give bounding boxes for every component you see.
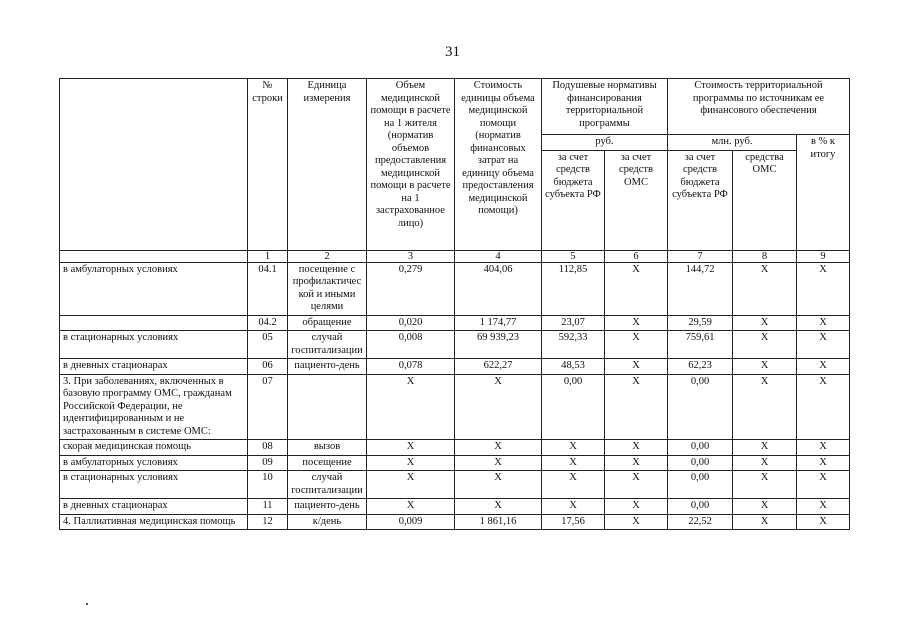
table-row [60, 440, 850, 456]
row-volume: Х [367, 374, 455, 440]
row-cost-oms: Х [733, 315, 797, 331]
row-percent: Х [797, 499, 850, 515]
row-cost-budget-rf: 0,00 [668, 499, 733, 515]
header-cost-group: Стоимость территориальной программы по источникам ее финансового обеспечения [668, 79, 850, 135]
row-cost-budget-rf: 62,23 [668, 359, 733, 375]
row-cost-oms: Х [733, 331, 797, 359]
index-cell: 7 [668, 250, 733, 262]
row-unit-cost: Х [455, 440, 542, 456]
row-cost-oms: Х [733, 359, 797, 375]
row-percent: Х [797, 514, 850, 530]
row-number: 11 [248, 499, 288, 515]
row-percent: Х [797, 455, 850, 471]
row-volume: Х [367, 455, 455, 471]
table-row [60, 359, 850, 375]
row-oms: Х [605, 440, 668, 456]
row-budget-rf: Х [542, 499, 605, 515]
header-per-capita-group: Подушевые нормативы финансирования территориальной программы [542, 79, 668, 135]
row-budget-rf: 17,56 [542, 514, 605, 530]
row-unit: посещение с профилактичес кой и иными целями [288, 262, 367, 315]
row-cost-oms: Х [733, 471, 797, 499]
row-number: 09 [248, 455, 288, 471]
table-row [60, 455, 850, 471]
row-oms: Х [605, 359, 668, 375]
row-percent: Х [797, 359, 850, 375]
index-cell: 9 [797, 250, 850, 262]
row-budget-rf: Х [542, 471, 605, 499]
row-unit: пациенто-день [288, 359, 367, 375]
row-oms: Х [605, 471, 668, 499]
row-volume: 0,009 [367, 514, 455, 530]
row-percent: Х [797, 374, 850, 440]
row-unit-cost: Х [455, 455, 542, 471]
index-cell: 6 [605, 250, 668, 262]
table-row [60, 315, 850, 331]
page-number: 31 [445, 44, 460, 60]
row-unit-cost: 404,06 [455, 262, 542, 315]
row-budget-rf: 0,00 [542, 374, 605, 440]
index-cell: 3 [367, 250, 455, 262]
row-oms: Х [605, 514, 668, 530]
row-cost-budget-rf: 0,00 [668, 471, 733, 499]
row-unit: вызов [288, 440, 367, 456]
header-name-cell [60, 79, 248, 251]
row-cost-budget-rf: 22,52 [668, 514, 733, 530]
row-budget-rf: 23,07 [542, 315, 605, 331]
financing-table [59, 78, 850, 530]
row-number: 06 [248, 359, 288, 375]
index-cell: 1 [248, 250, 288, 262]
row-cost-budget-rf: 144,72 [668, 262, 733, 315]
row-name: в дневных стационарах [60, 359, 248, 375]
index-cell: 5 [542, 250, 605, 262]
row-percent: Х [797, 262, 850, 315]
table-row [60, 499, 850, 515]
header-cost-unit: млн. руб. [668, 135, 797, 151]
row-number: 10 [248, 471, 288, 499]
row-oms: Х [605, 455, 668, 471]
row-cost-budget-rf: 0,00 [668, 455, 733, 471]
row-unit: пациенто-день [288, 499, 367, 515]
row-percent: Х [797, 315, 850, 331]
row-number: 05 [248, 331, 288, 359]
row-budget-rf: Х [542, 455, 605, 471]
row-volume: 0,008 [367, 331, 455, 359]
row-name: в стационарных условиях [60, 331, 248, 359]
row-unit: случай госпитализации [288, 331, 367, 359]
row-volume: 0,078 [367, 359, 455, 375]
header-per-capita-unit: руб. [542, 135, 668, 151]
row-unit-cost: Х [455, 374, 542, 440]
table-row [60, 374, 850, 440]
row-cost-budget-rf: 29,59 [668, 315, 733, 331]
row-volume: 0,279 [367, 262, 455, 315]
header-percent: в % к итогу [797, 135, 850, 251]
index-cell: 8 [733, 250, 797, 262]
row-name: скорая медицинская помощь [60, 440, 248, 456]
row-unit [288, 374, 367, 440]
row-number: 07 [248, 374, 288, 440]
row-percent: Х [797, 331, 850, 359]
row-name: 3. При заболеваниях, включенных в базовую программу ОМС, гражданам Российской Федерации, не идентифицированным и не застрахованным в системе ОМС: [60, 374, 248, 440]
index-cell: 2 [288, 250, 367, 262]
row-cost-budget-rf: 0,00 [668, 374, 733, 440]
row-cost-oms: Х [733, 514, 797, 530]
index-cell: 4 [455, 250, 542, 262]
row-percent: Х [797, 471, 850, 499]
table-row [60, 514, 850, 530]
scan-speck [86, 603, 88, 605]
row-cost-budget-rf: 0,00 [668, 440, 733, 456]
header-unit: Единица измерения [288, 79, 367, 251]
row-unit: случай госпитализации [288, 471, 367, 499]
row-unit-cost: 622,27 [455, 359, 542, 375]
row-oms: Х [605, 315, 668, 331]
row-name: в дневных стационарах [60, 499, 248, 515]
row-unit: обращение [288, 315, 367, 331]
row-unit-cost: Х [455, 499, 542, 515]
row-budget-rf: 592,33 [542, 331, 605, 359]
header-cost-budget-rf: за счет средств бюджета субъекта РФ [668, 150, 733, 250]
header-volume: Объем медицинской помощи в расчете на 1 жителя (норматив объемов предоставления медицинской помощи в расчете на 1 застрахованное лицо) [367, 79, 455, 251]
row-volume: Х [367, 440, 455, 456]
row-unit-cost: 69 939,23 [455, 331, 542, 359]
row-name [60, 315, 248, 331]
row-cost-budget-rf: 759,61 [668, 331, 733, 359]
row-name: в стационарных условиях [60, 471, 248, 499]
row-oms: Х [605, 374, 668, 440]
row-number: 04.1 [248, 262, 288, 315]
row-unit: посещение [288, 455, 367, 471]
row-percent: Х [797, 440, 850, 456]
row-cost-oms: Х [733, 440, 797, 456]
row-budget-rf: 112,85 [542, 262, 605, 315]
row-cost-oms: Х [733, 374, 797, 440]
row-cost-oms: Х [733, 499, 797, 515]
row-number: 12 [248, 514, 288, 530]
row-name: в амбулаторных условиях [60, 262, 248, 315]
header-unit-cost: Стоимость единицы объема медицинской помощи (норматив финансовых затрат на единицу объема предоставления медицинской помощи) [455, 79, 542, 251]
row-cost-oms: Х [733, 262, 797, 315]
column-index-row [60, 250, 850, 262]
row-cost-oms: Х [733, 455, 797, 471]
row-oms: Х [605, 499, 668, 515]
row-volume: Х [367, 471, 455, 499]
header-cost-oms: средства ОМС [733, 150, 797, 250]
table-row [60, 471, 850, 499]
row-volume: Х [367, 499, 455, 515]
header-oms: за счет средств ОМС [605, 150, 668, 250]
row-unit-cost: Х [455, 471, 542, 499]
row-name: 4. Паллиативная медицинская помощь [60, 514, 248, 530]
row-number: 04.2 [248, 315, 288, 331]
table-row [60, 262, 850, 315]
row-volume: 0,020 [367, 315, 455, 331]
row-number: 08 [248, 440, 288, 456]
row-oms: Х [605, 331, 668, 359]
row-name: в амбулаторных условиях [60, 455, 248, 471]
row-unit-cost: 1 861,16 [455, 514, 542, 530]
row-unit-cost: 1 174,77 [455, 315, 542, 331]
header-row-number: № строки [248, 79, 288, 251]
row-unit: к/день [288, 514, 367, 530]
table-row [60, 331, 850, 359]
index-cell-empty [60, 250, 248, 262]
row-oms: Х [605, 262, 668, 315]
row-budget-rf: Х [542, 440, 605, 456]
header-budget-rf: за счет средств бюджета субъекта РФ [542, 150, 605, 250]
row-budget-rf: 48,53 [542, 359, 605, 375]
